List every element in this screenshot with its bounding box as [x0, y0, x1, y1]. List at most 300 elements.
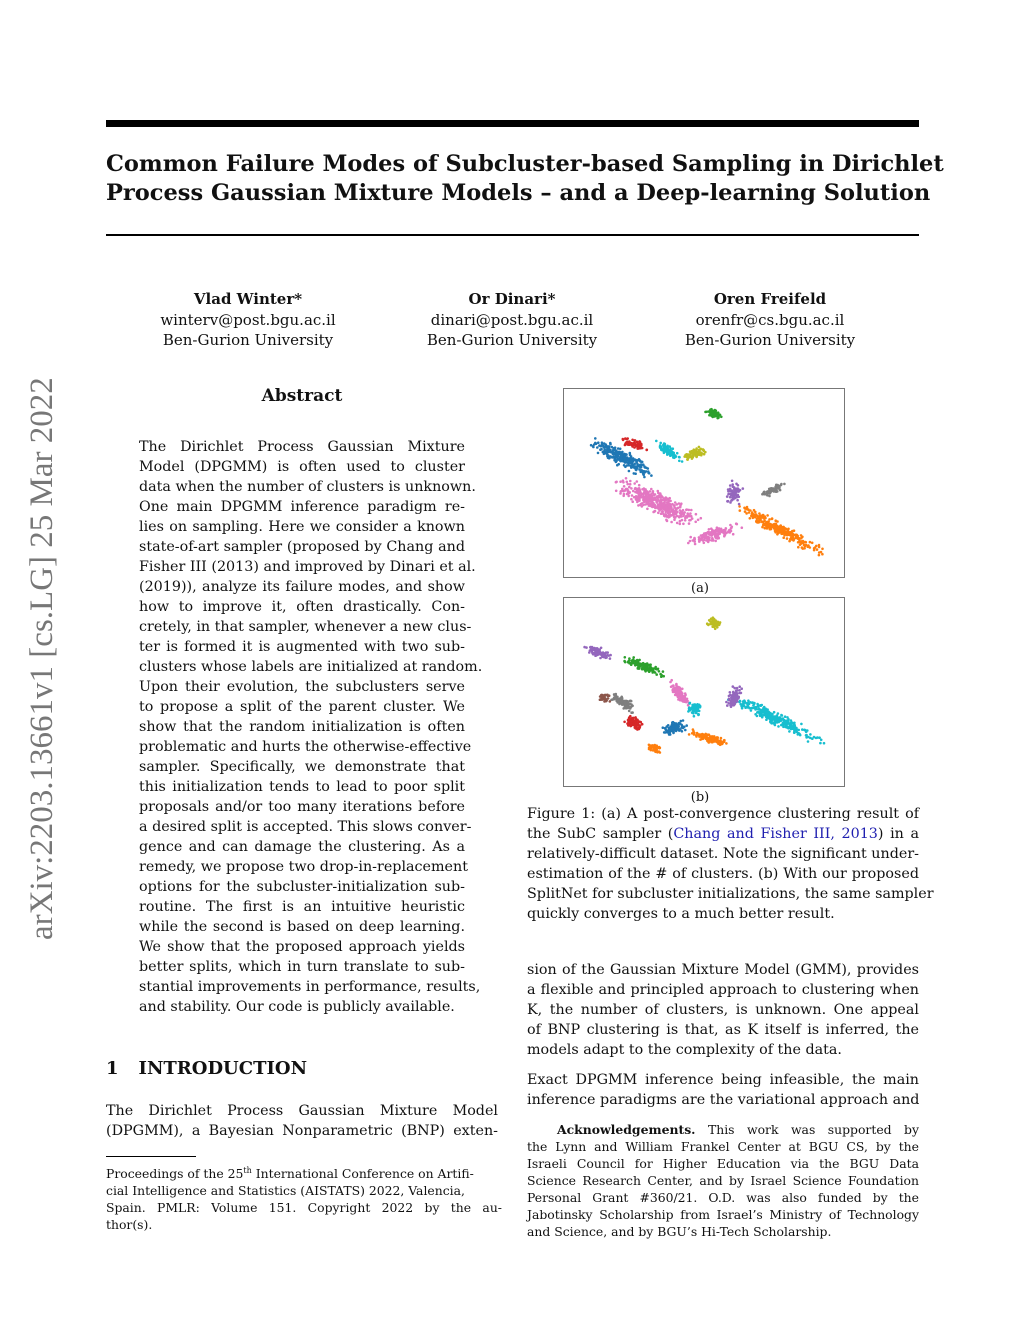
scatter-point	[682, 700, 685, 703]
scatter-point	[672, 732, 675, 735]
scatter-point	[613, 453, 616, 456]
scatter-point	[655, 747, 658, 750]
scatter-point	[745, 702, 748, 705]
scatter-point	[717, 412, 720, 415]
scatter-point	[735, 487, 738, 490]
scatter-point	[669, 453, 672, 456]
scatter-point	[622, 439, 625, 442]
scatter-point	[615, 695, 618, 698]
scatter-point	[692, 455, 695, 458]
scatter-point	[774, 486, 777, 489]
scatter-point	[646, 492, 649, 495]
scatter-point	[784, 726, 787, 729]
scatter-point	[772, 715, 775, 718]
scatter-point	[646, 508, 649, 511]
scatter-point	[741, 526, 744, 529]
scatter-point	[726, 495, 729, 498]
scatter-point	[630, 462, 633, 465]
scatter-point	[645, 470, 648, 473]
scatter-point	[786, 531, 789, 534]
scatter-point	[609, 657, 612, 660]
scatter-point	[767, 524, 770, 527]
scatter-point	[636, 722, 639, 725]
scatter-point	[676, 452, 679, 455]
cluster-gray	[761, 483, 786, 498]
scatter-point	[619, 480, 622, 483]
scatter-point	[638, 468, 641, 471]
scatter-point	[649, 747, 652, 750]
scatter-point	[784, 720, 787, 723]
intro-line: The Dirichlet Process Gaussian Mixture Model	[106, 1103, 498, 1119]
scatter-point	[707, 539, 710, 542]
scatter-point	[620, 698, 623, 701]
author-block-2: Or Dinari* dinari@post.bgu.ac.il Ben-Gurion University	[426, 290, 598, 349]
scatter-point	[702, 448, 705, 451]
scatter-point	[818, 544, 821, 547]
scatter-point	[783, 533, 786, 536]
scatter-point	[748, 703, 751, 706]
scatter-point	[688, 733, 691, 736]
scatter-point	[635, 461, 638, 464]
cluster-cyan	[727, 698, 825, 745]
scatter-point	[636, 662, 639, 665]
scatter-point	[823, 742, 826, 745]
scatter-point	[801, 728, 804, 731]
scatter-point	[736, 523, 739, 526]
scatter-point	[763, 706, 766, 709]
scatter-point	[743, 507, 746, 510]
scatter-point	[768, 495, 771, 498]
scatter-point	[680, 515, 683, 518]
scatter-point	[739, 509, 742, 512]
scatter-point	[752, 704, 755, 707]
scatter-point	[682, 727, 685, 730]
scatter-point	[691, 517, 694, 520]
scatter-point	[714, 540, 717, 543]
scatter-point	[698, 446, 701, 449]
scatter-point	[698, 538, 701, 541]
scatter-point	[628, 470, 631, 473]
scatter-point	[791, 535, 794, 538]
scatter-point	[624, 460, 627, 463]
scatter-point	[674, 723, 677, 726]
scatter-point	[766, 514, 769, 517]
scatter-point	[797, 729, 800, 732]
scatter-point	[590, 648, 593, 651]
scatter-point	[632, 459, 635, 462]
scatter-point	[658, 508, 661, 511]
scatter-point	[738, 689, 741, 692]
scatter-point	[670, 508, 673, 511]
scatter-point	[622, 495, 625, 498]
scatter-point	[727, 500, 730, 503]
cluster-blue	[662, 719, 689, 736]
scatter-point	[716, 738, 719, 741]
scatter-point	[611, 446, 614, 449]
scatter-point	[797, 546, 800, 549]
scatter-point	[591, 646, 594, 649]
scatter-point	[784, 715, 787, 718]
scatter-point	[638, 484, 641, 487]
scatter-point	[695, 454, 698, 457]
scatter-point	[727, 702, 730, 705]
scatter-point	[627, 719, 630, 722]
scatter-point	[754, 708, 757, 711]
scatter-point	[723, 740, 726, 743]
scatter-point	[644, 488, 647, 491]
scatter-point	[634, 724, 637, 727]
scatter-point	[711, 412, 714, 415]
scatter-point	[782, 536, 785, 539]
scatter-point	[816, 548, 819, 551]
abstract-line: cretely, in that sampler, whenever a new clus-	[139, 619, 472, 635]
scatter-point	[638, 440, 641, 443]
scatter-point	[811, 737, 814, 740]
scatter-point	[743, 701, 746, 704]
scatter-point	[597, 452, 600, 455]
scatter-point	[697, 713, 700, 716]
scatter-point	[790, 728, 793, 731]
scatter-point	[731, 480, 734, 483]
scatter-point	[807, 740, 810, 743]
scatter-point	[757, 705, 760, 708]
scatter-point	[660, 508, 663, 511]
scatter-point	[678, 502, 681, 505]
scatter-point	[749, 517, 752, 520]
scatter-point	[621, 703, 624, 706]
scatter-point	[638, 458, 641, 461]
scatter-point	[650, 499, 653, 502]
scatter-point	[805, 544, 808, 547]
scatter-point	[634, 467, 637, 470]
scatter-point	[680, 690, 683, 693]
scatter-point	[625, 453, 628, 456]
scatter-point	[809, 541, 812, 544]
scatter-point	[609, 443, 612, 446]
cluster-orange	[738, 505, 824, 556]
scatter-point	[699, 705, 702, 708]
scatter-point	[690, 509, 693, 512]
scatter-point	[663, 452, 666, 455]
scatter-point	[663, 508, 666, 511]
scatter-point	[777, 530, 780, 533]
scatter-point	[609, 700, 612, 703]
scatter-point	[679, 520, 682, 523]
scatter-point	[768, 488, 771, 491]
scatter-point	[639, 490, 642, 493]
scatter-point	[648, 670, 651, 673]
scatter-point	[732, 685, 735, 688]
abstract-line: Model (DPGMM) is often used to cluster	[139, 459, 465, 475]
scatter-point	[651, 492, 654, 495]
scatter-point	[640, 466, 643, 469]
scatter-point	[680, 720, 683, 723]
scatter-point	[626, 706, 629, 709]
scatter-point	[668, 508, 671, 511]
scatter-point	[660, 446, 663, 449]
scatter-point	[643, 491, 646, 494]
scatter-point	[731, 499, 734, 502]
scatter-point	[603, 453, 606, 456]
scatter-point	[675, 687, 678, 690]
scatter-point	[772, 488, 775, 491]
scatter-point	[690, 515, 693, 518]
scatter-point	[673, 454, 676, 457]
scatter-point	[765, 711, 768, 714]
scatter-point	[694, 543, 697, 546]
citation-link[interactable]: Chang and Fisher III, 2013	[673, 826, 878, 842]
scatter-point	[651, 506, 654, 509]
cluster-olive	[683, 446, 706, 461]
scatter-point	[728, 695, 731, 698]
scatter-point	[689, 708, 692, 711]
scatter-point	[631, 439, 634, 442]
author-block-3: Oren Freifeld orenfr@cs.bgu.ac.il Ben-Gurion University	[684, 290, 856, 349]
scatter-point	[737, 695, 740, 698]
scatter-point	[788, 730, 791, 733]
cluster-green	[623, 656, 665, 678]
scatter-point	[688, 519, 691, 522]
scatter-point	[615, 490, 618, 493]
scatter-point	[751, 511, 754, 514]
proceedings-footnote: Proceedings of the 25th International Conference on Artifi- cial Intelligence and Statistics (AISTATS) 2022, Valencia, Spain. PMLR: Volume 151. Copyright 2022 by the au- thor(s).	[106, 1166, 502, 1233]
scatter-point	[594, 437, 597, 440]
scatter-point	[695, 447, 698, 450]
scatter-point	[638, 659, 641, 662]
scatter-point	[647, 467, 650, 470]
abstract-line: Fisher III (2013) and improved by Dinari et al.	[139, 559, 476, 575]
scatter-point	[685, 453, 688, 456]
scatter-point	[726, 704, 729, 707]
scatter-point	[671, 514, 674, 517]
scatter-point	[659, 673, 662, 676]
scatter-point	[735, 698, 738, 701]
scatter-point	[621, 451, 624, 454]
abstract-line: better splits, which in turn translate to sub-	[139, 959, 465, 975]
abstract-line: routine. The first is an intuitive heuristic	[139, 899, 465, 915]
scatter-point	[658, 750, 661, 753]
scatter-point	[642, 473, 645, 476]
scatter-point	[697, 452, 700, 455]
scatter-point	[677, 507, 680, 510]
scatter-point	[738, 685, 741, 688]
scatter-point	[777, 725, 780, 728]
scatter-point	[748, 511, 751, 514]
scatter-point	[619, 490, 622, 493]
scatter-point	[646, 498, 649, 501]
scatter-point	[659, 442, 662, 445]
scatter-point	[682, 523, 685, 526]
scatter-point	[768, 518, 771, 521]
scatter-point	[622, 481, 625, 484]
scatter-point	[820, 739, 823, 742]
scatter-point	[685, 509, 688, 512]
scatter-point	[665, 513, 668, 516]
scatter-point	[787, 727, 790, 730]
scatter-point	[701, 735, 704, 738]
abstract-line: this initialization tends to lead to poor split	[139, 779, 465, 795]
figure-1b-label: (b)	[690, 790, 710, 805]
scatter-point	[645, 449, 648, 452]
scatter-point	[791, 538, 794, 541]
scatter-point	[629, 715, 632, 718]
scatter-point	[672, 452, 675, 455]
abstract-line: state-of-art sampler (proposed by Chang and	[139, 539, 465, 555]
scatter-point	[632, 656, 635, 659]
scatter-point	[615, 449, 618, 452]
scatter-point	[665, 448, 668, 451]
scatter-point	[599, 657, 602, 660]
scatter-point	[761, 526, 764, 529]
scatter-point	[732, 691, 735, 694]
scatter-point	[669, 450, 672, 453]
footnote-rule	[106, 1156, 196, 1157]
scatter-point	[778, 487, 781, 490]
acknowledgements: Acknowledgements. This work was supported by the Lynn and William Frankel Center at BGU CS, by the Israeli Council for Higher Education via the BGU Data Science Research Center, and by Israel Science Foundation Personal Grant #360/21. O.D. was also funded by the Jabotinsky Scholarship from Israel’s Ministry of Technology and Science, and by BGU’s Hi-Tech Scholarship.	[527, 1122, 919, 1239]
scatter-point	[684, 694, 687, 697]
scatter-point	[719, 744, 722, 747]
scatter-point	[712, 622, 715, 625]
scatter-point	[740, 692, 743, 695]
cluster-orange	[688, 728, 728, 746]
scatter-point	[609, 451, 612, 454]
scatter-point	[772, 525, 775, 528]
scatter-point	[802, 547, 805, 550]
cluster-pink	[615, 477, 703, 525]
scatter-point	[640, 721, 643, 724]
scatter-point	[647, 664, 650, 667]
scatter-point	[630, 498, 633, 501]
scatter-point	[583, 646, 586, 649]
scatter-point	[655, 500, 658, 503]
scatter-point	[729, 484, 732, 487]
scatter-point	[651, 671, 654, 674]
scatter-point	[692, 450, 695, 453]
scatter-point	[670, 679, 673, 682]
cluster-purple	[726, 480, 744, 506]
scatter-point	[629, 700, 632, 703]
scatter-point	[621, 453, 624, 456]
abstract-line: data when the number of clusters is unknown.	[139, 479, 476, 495]
scatter-point	[773, 711, 776, 714]
scatter-point	[695, 712, 698, 715]
scatter-point	[791, 530, 794, 533]
scatter-point	[727, 488, 730, 491]
scatter-point	[647, 668, 650, 671]
scatter-point	[633, 444, 636, 447]
scatter-point	[734, 692, 737, 695]
scatter-point	[659, 506, 662, 509]
figure-1a-plot	[563, 388, 845, 578]
scatter-point	[746, 508, 749, 511]
scatter-point	[635, 495, 638, 498]
scatter-point	[623, 485, 626, 488]
scatter-point	[800, 723, 803, 726]
scatter-point	[667, 448, 670, 451]
scatter-point	[793, 731, 796, 734]
scatter-point	[698, 536, 701, 539]
scatter-point	[778, 720, 781, 723]
scatter-point	[681, 460, 684, 463]
scatter-point	[780, 724, 783, 727]
scatter-point	[624, 437, 627, 440]
scatter-point	[732, 485, 735, 488]
abstract-line: lies on sampling. Here we consider a known	[139, 519, 465, 535]
scatter-point	[629, 707, 632, 710]
scatter-point	[673, 504, 676, 507]
scatter-point	[771, 517, 774, 520]
scatter-point	[637, 495, 640, 498]
abstract-line: remedy, we propose two drop-in-replacement	[139, 859, 468, 875]
scatter-point	[711, 625, 714, 628]
scatter-point	[705, 734, 708, 737]
scatter-point	[641, 496, 644, 499]
scatter-point	[731, 697, 734, 700]
scatter-point	[811, 542, 814, 545]
scatter-point	[711, 539, 714, 542]
scatter-point	[637, 491, 640, 494]
scatter-point	[693, 715, 696, 718]
scatter-point	[643, 663, 646, 666]
scatter-point	[762, 711, 765, 714]
section-heading: 1 INTRODUCTION	[106, 1058, 308, 1079]
scatter-point	[675, 508, 678, 511]
scatter-point	[718, 622, 721, 625]
scatter-point	[660, 675, 663, 678]
scatter-point	[642, 499, 645, 502]
scatter-point	[732, 533, 735, 536]
scatter-point	[757, 515, 760, 518]
scatter-point	[604, 443, 607, 446]
scatter-point	[669, 727, 672, 730]
scatter-point	[684, 696, 687, 699]
scatter-point	[818, 554, 821, 557]
scatter-point	[695, 513, 698, 516]
scatter-point	[625, 477, 628, 480]
scatter-point	[686, 458, 689, 461]
scatter-point	[782, 726, 785, 729]
scatter-point	[652, 511, 655, 514]
scatter-point	[630, 456, 633, 459]
scatter-point	[762, 708, 765, 711]
scatter-point	[631, 494, 634, 497]
abstract-line: proposals and/or too many iterations before	[139, 799, 465, 815]
scatter-point	[658, 747, 661, 750]
scatter-point	[818, 736, 821, 739]
scatter-point	[639, 726, 642, 729]
scatter-point	[805, 736, 808, 739]
scatter-point	[755, 513, 758, 516]
scatter-point	[774, 717, 777, 720]
scatter-point	[728, 698, 731, 701]
scatter-point	[596, 649, 599, 652]
scatter-point	[661, 499, 664, 502]
scatter-point	[818, 551, 821, 554]
scatter-point	[656, 668, 659, 671]
abstract-line: to propose a split of the parent cluster. We	[139, 699, 465, 715]
author-block-1: Vlad Winter* winterv@post.bgu.ac.il Ben-Gurion University	[160, 290, 336, 349]
scatter-point	[711, 410, 714, 413]
scatter-point	[665, 519, 668, 522]
scatter-point	[733, 700, 736, 703]
scatter-point	[684, 729, 687, 732]
scatter-point	[766, 491, 769, 494]
scatter-point	[729, 501, 732, 504]
scatter-point	[657, 492, 660, 495]
scatter-point	[607, 695, 610, 698]
scatter-point	[662, 726, 665, 729]
scatter-point	[607, 456, 610, 459]
